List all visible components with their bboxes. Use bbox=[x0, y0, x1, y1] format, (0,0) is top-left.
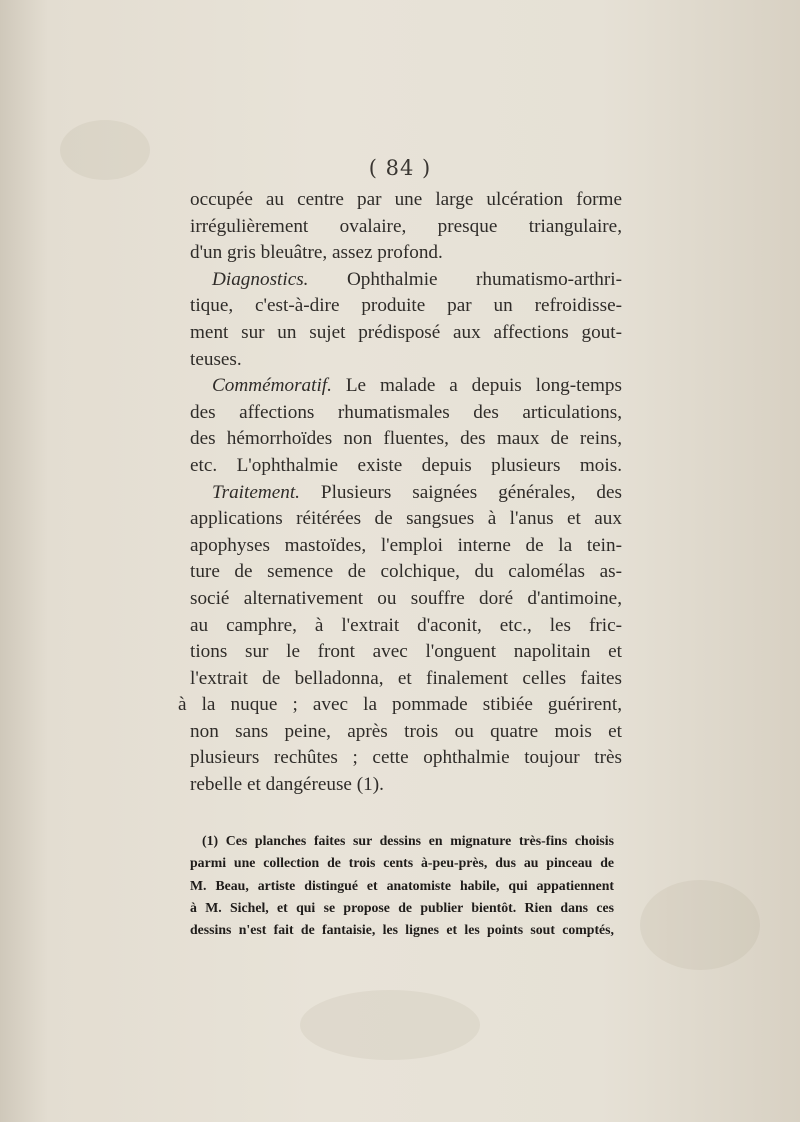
text-line: rebelle et dangéreuse (1). bbox=[190, 774, 384, 796]
text-line: tions sur le front avec l'onguent napolitain et bbox=[190, 641, 622, 663]
paper-stain bbox=[640, 880, 760, 970]
commemoratif-label: Commémoratif. bbox=[212, 375, 332, 397]
text-line: etc. L'ophthalmie existe depuis plusieurs mois. bbox=[190, 454, 622, 476]
text-line: Plusieurs saignées générales, des bbox=[320, 481, 622, 503]
text-line: occupée au centre par une large ulcération forme bbox=[190, 189, 622, 210]
text-line: irrégulièrement ovalaire, presque triangulaire, bbox=[190, 215, 622, 237]
body-text bbox=[178, 187, 622, 799]
text-line: Ophthalmie rhumatismo-arthri- bbox=[346, 268, 622, 290]
text-line: apophyses mastoïdes, l'emploi interne de la tein- bbox=[190, 534, 622, 556]
footnote-line: (1) Ces planches faites sur dessins en mignature très-fins choisis bbox=[202, 833, 614, 848]
footnote bbox=[190, 830, 614, 941]
text-line: à la nuque ; avec la pommade stibiée guérirent, bbox=[178, 694, 622, 716]
text-line: d'un gris bleuâtre, assez profond. bbox=[190, 242, 443, 264]
text-line: ture de semence de colchique, du calomélas as- bbox=[190, 561, 622, 583]
text-line: l'extrait de belladonna, et finalement celles faites bbox=[190, 667, 622, 689]
commemoratif-paragraph-start bbox=[190, 373, 622, 400]
paper-stain bbox=[300, 990, 480, 1060]
text-line: des affections rhumatismales des articulations, bbox=[190, 401, 622, 423]
text-line: Le malade a depuis long-temps bbox=[345, 375, 622, 397]
footnote-line: à M. Sichel, et qui se propose de publier bientôt. Rien dans ces bbox=[190, 899, 614, 915]
footnote-line: dessins n'est fait de fantaisie, les lignes et les points sout comptés, bbox=[190, 922, 614, 938]
text-line: au camphre, à l'extrait d'aconit, etc., les fric- bbox=[190, 614, 622, 636]
footnote-line: parmi une collection de trois cents à-peu-près, dus au pinceau de bbox=[190, 855, 614, 871]
diagnostic-paragraph-start bbox=[190, 267, 622, 294]
traitement-label: Traitement. bbox=[212, 481, 300, 503]
text-line: teuses. bbox=[190, 348, 242, 370]
text-line: ment sur un sujet prédisposé aux affections gout- bbox=[190, 321, 622, 343]
text-line: applications réitérées de sangsues à l'anus et aux bbox=[190, 508, 622, 530]
text-line: des hémorrhoïdes non fluentes, des maux de reins, bbox=[190, 428, 622, 450]
page-number: ( 84 ) bbox=[368, 156, 432, 180]
traitement-paragraph-start bbox=[190, 480, 622, 507]
text-line: plusieurs rechûtes ; cette ophthalmie toujour très bbox=[190, 747, 622, 769]
text-line: tique, c'est-à-dire produite par un refroidisse- bbox=[190, 295, 622, 317]
footnote-line: M. Beau, artiste distingué et anatomiste habile, qui appatiennent bbox=[190, 877, 614, 893]
diagnostic-label: Diagnostics. bbox=[212, 268, 309, 290]
text-line: socié alternativement ou souffre doré d'antimoine, bbox=[190, 587, 622, 609]
text-line: non sans peine, après trois ou quatre mois et bbox=[190, 720, 622, 742]
